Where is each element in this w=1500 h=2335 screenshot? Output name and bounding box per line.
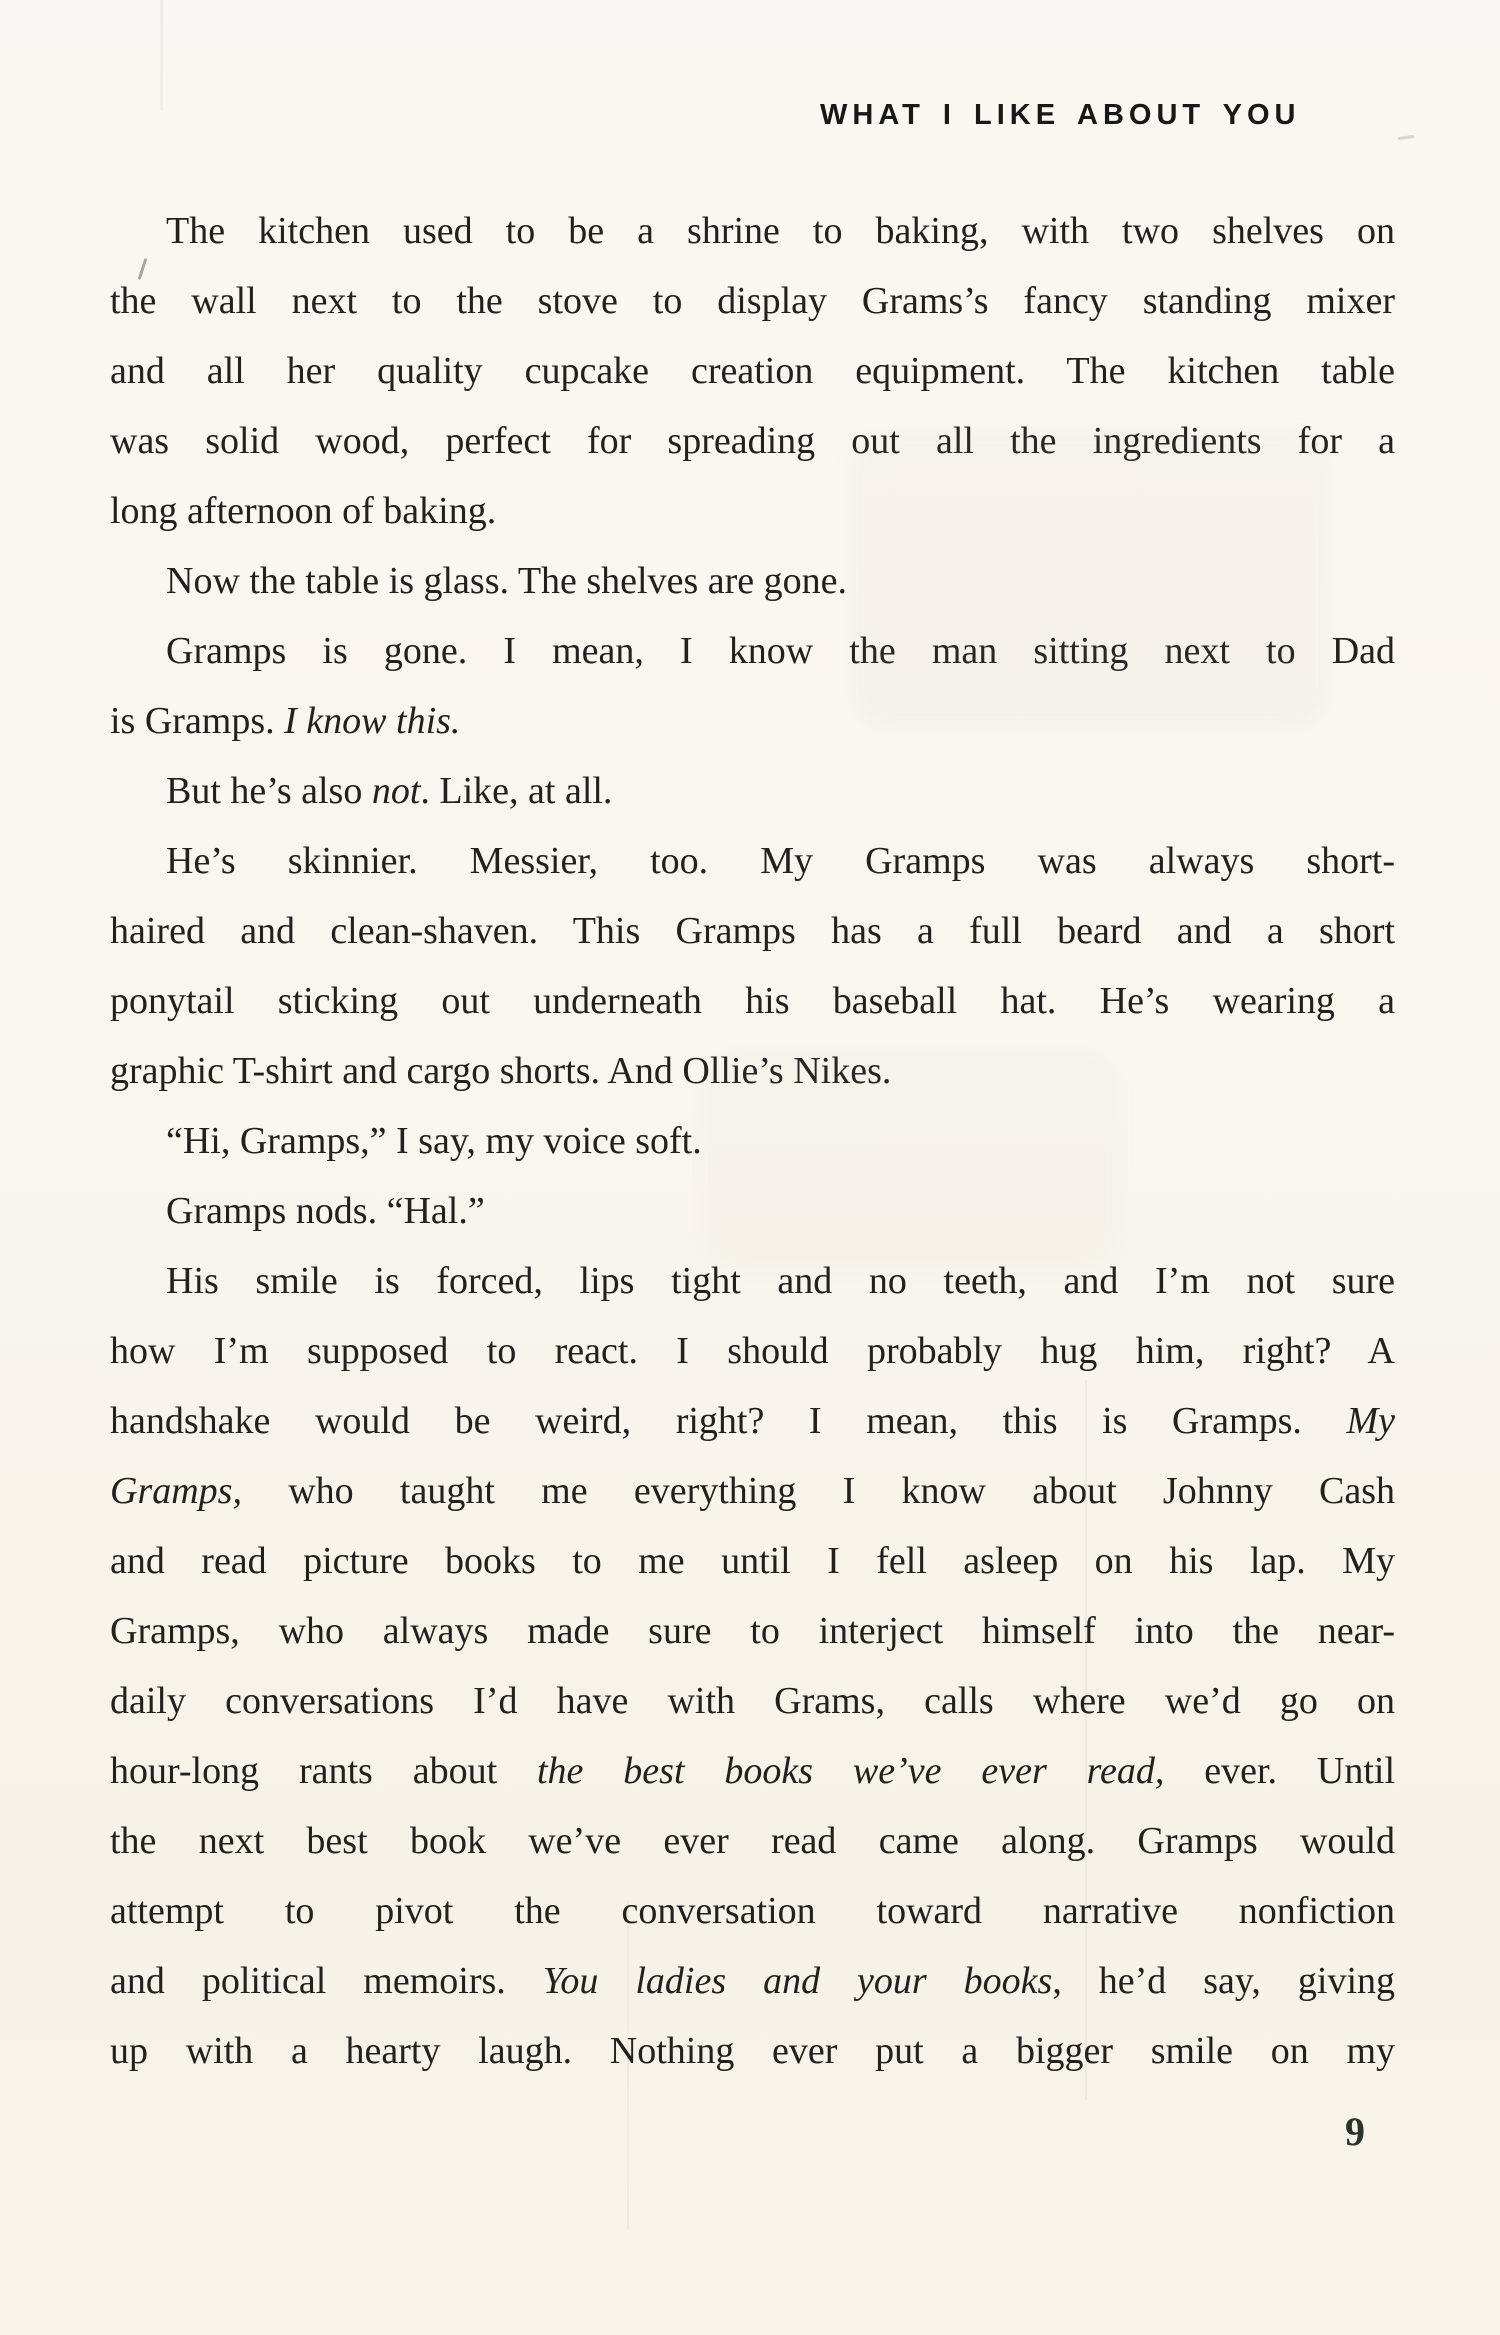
text-segment: haired and clean-shaven. This Gramps has a full beard and a short: [110, 910, 1395, 952]
text-line: [110, 1666, 1395, 1736]
text-line: [110, 406, 1395, 476]
text-segment: long afternoon of baking.: [110, 490, 497, 532]
text-segment: was solid wood, perfect for spreading out all the ingredients for a: [110, 420, 1395, 462]
text-segment: and political memoirs.: [110, 1960, 543, 2002]
text-line: [110, 686, 1395, 756]
text-segment: hour-long rants about: [110, 1750, 537, 1792]
text-segment: up with a hearty laugh. Nothing ever put a bigger smile on my: [110, 2030, 1395, 2072]
text-segment: “Hi, Gramps,” I say, my voice soft.: [166, 1120, 702, 1162]
text-segment: attempt to pivot the conversation toward narrative nonfiction: [110, 1890, 1395, 1932]
text-line: [110, 826, 1395, 896]
text-line: [110, 1456, 1395, 1526]
text-segment: is Gramps.: [110, 700, 285, 742]
text-line: [110, 1176, 1395, 1246]
scan-artifact: [160, 0, 163, 110]
text-line: [110, 196, 1395, 266]
text-line: [110, 1946, 1395, 2016]
text-line: [110, 966, 1395, 1036]
text-line: [110, 476, 1395, 546]
page-number: 9: [1345, 2109, 1365, 2154]
text-segment-italic: the best books we’ve ever read,: [537, 1750, 1165, 1792]
text-line: [110, 2016, 1395, 2086]
text-segment: The kitchen used to be a shrine to baking, with two shelves on: [166, 210, 1395, 252]
text-segment-italic: Gramps,: [110, 1470, 242, 1512]
text-segment-italic: not: [371, 770, 421, 812]
text-line: [110, 546, 1395, 616]
text-segment: Gramps nods. “Hal.”: [166, 1190, 485, 1232]
text-segment-italic: You ladies and your books: [542, 1960, 1053, 2002]
text-segment: who taught me everything I know about Johnny Cash: [241, 1470, 1395, 1512]
text-line: [110, 1106, 1395, 1176]
text-segment: and all her quality cupcake creation equipment. The kitchen table: [110, 350, 1395, 392]
text-line: [110, 1386, 1395, 1456]
text-segment: daily conversations I’d have with Grams, calls where we’d go on: [110, 1680, 1395, 1722]
text-line: [110, 756, 1395, 826]
text-segment: He’s skinnier. Messier, too. My Gramps was always short-: [166, 840, 1395, 882]
scan-artifact: [1398, 135, 1414, 140]
text-segment: ever. Until: [1164, 1750, 1395, 1792]
text-segment: the next best book we’ve ever read came along. Gramps would: [110, 1820, 1395, 1862]
text-line: [110, 1246, 1395, 1316]
text-segment: how I’m supposed to react. I should probably hug him, right? A: [110, 1330, 1395, 1372]
text-line: [110, 1876, 1395, 1946]
text-segment: graphic T-shirt and cargo shorts. And Ollie’s Nikes.: [110, 1050, 892, 1092]
text-line: [110, 616, 1395, 686]
text-segment: But he’s also: [166, 770, 372, 812]
text-line: [110, 1036, 1395, 1106]
text-segment: and read picture books to me until I fell asleep on his lap. My: [110, 1540, 1395, 1582]
text-segment: , he’d say, giving: [1052, 1960, 1396, 2002]
text-segment: ponytail sticking out underneath his baseball hat. He’s wearing a: [110, 980, 1395, 1022]
text-segment: handshake would be weird, right? I mean, this is Gramps.: [110, 1400, 1347, 1442]
text-line: [110, 1316, 1395, 1386]
body-text: [110, 196, 1395, 2086]
text-line: [110, 266, 1395, 336]
text-line: [110, 336, 1395, 406]
text-segment-italic: My: [1346, 1400, 1395, 1442]
text-segment: the wall next to the stove to display Grams’s fancy standing mixer: [110, 280, 1395, 322]
running-header: WHAT I LIKE ABOUT YOU: [820, 99, 1301, 131]
text-segment: Gramps is gone. I mean, I know the man sitting next to Dad: [166, 630, 1395, 672]
text-segment: His smile is forced, lips tight and no teeth, and I’m not sure: [166, 1260, 1395, 1302]
text-segment: Gramps, who always made sure to interject himself into the near-: [110, 1610, 1395, 1652]
text-segment-italic: I know this.: [284, 700, 461, 742]
text-segment: . Like, at all.: [420, 770, 613, 812]
text-segment: Now the table is glass. The shelves are gone.: [166, 560, 848, 602]
text-line: [110, 1806, 1395, 1876]
text-line: [110, 1596, 1395, 1666]
text-line: [110, 1736, 1395, 1806]
text-line: [110, 1526, 1395, 1596]
text-line: [110, 896, 1395, 966]
